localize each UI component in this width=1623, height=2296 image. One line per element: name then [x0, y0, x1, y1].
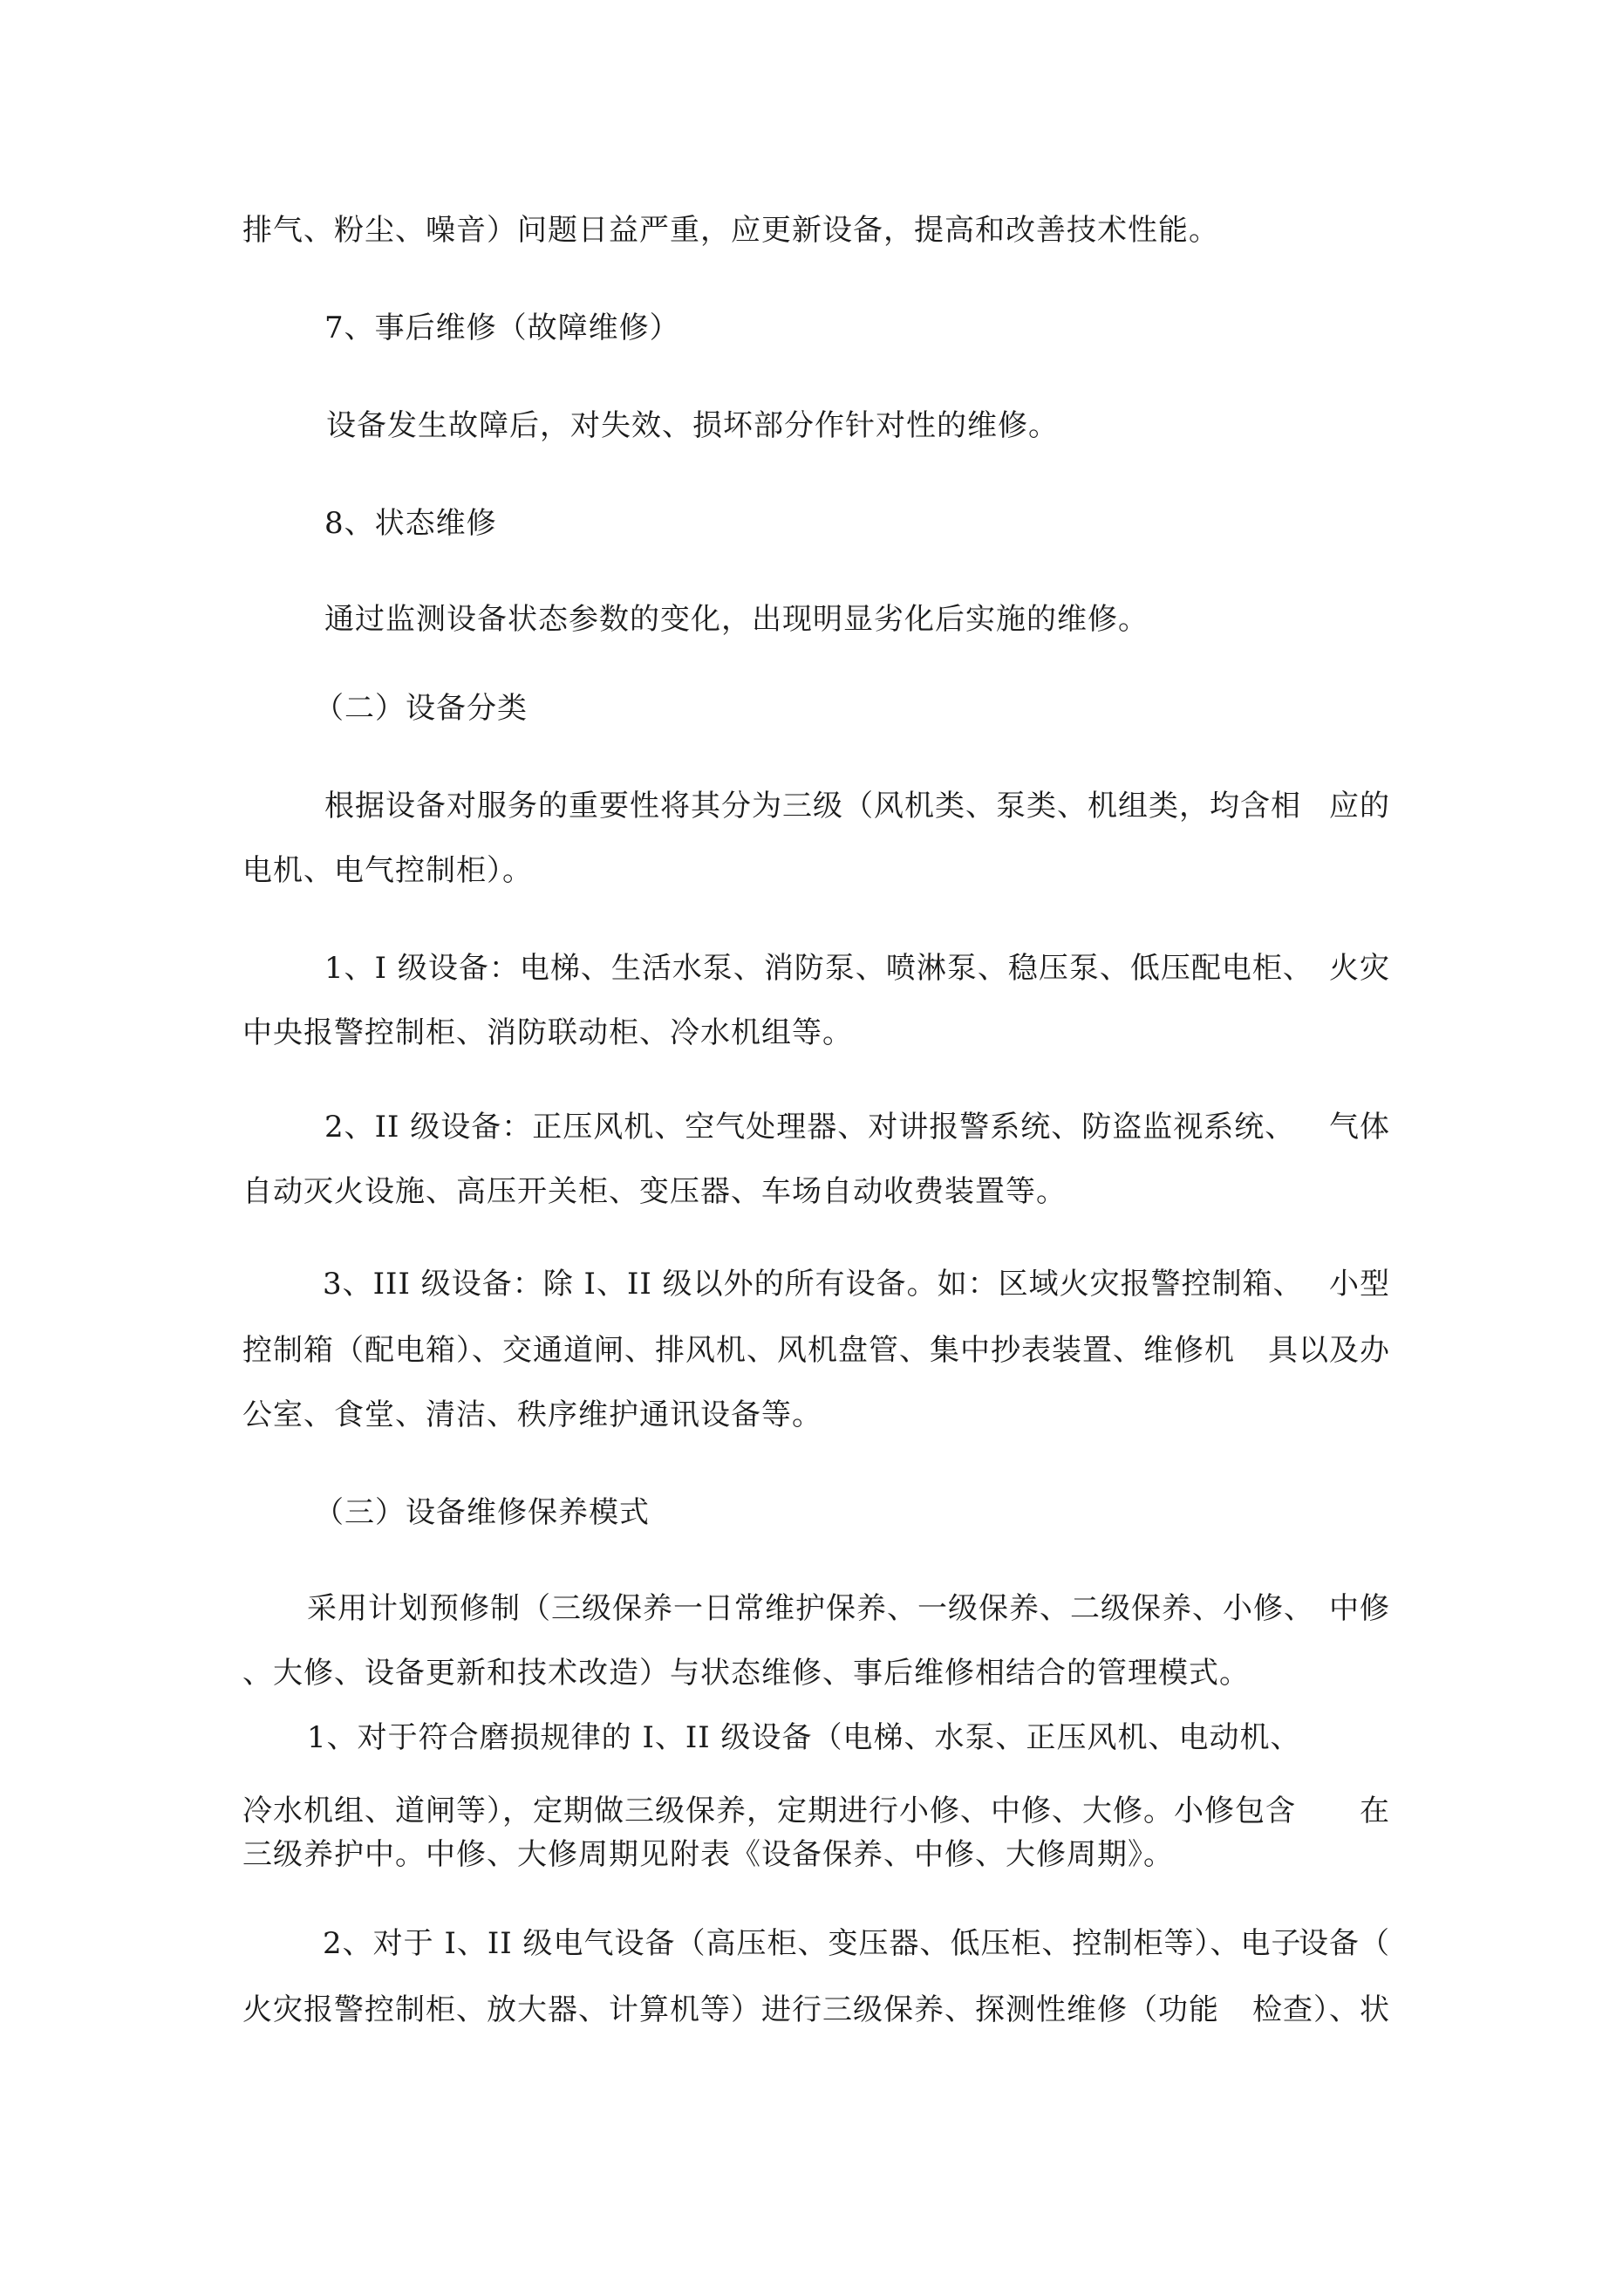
paragraph-line: 设备发生故障后，对失效、损坏部分作针对性的维修。 [326, 408, 1059, 443]
paragraph-line: 1、I 级设备：电梯、生活水泵、消防泵、喷淋泵、稳压泵、低压配电柜、 [324, 951, 1313, 986]
paragraph-line: 电机、电气控制柜）。 [242, 853, 533, 888]
paragraph-line-tail: 检查）、状 [1252, 1992, 1390, 2027]
paragraph-line: 自动灭火设施、高压开关柜、变压器、车场自动收费装置等。 [242, 1174, 1067, 1209]
section-heading: 8、状态维修 [324, 506, 497, 541]
paragraph-line: 3、III 级设备：除 I、II 级以外的所有设备。如：区域火灾报警控制箱、 [323, 1267, 1304, 1302]
paragraph-line: 中央报警控制柜、消防联动柜、冷水机组等。 [242, 1015, 853, 1050]
paragraph-line: 三级养护中。中修、大修周期见附表《设备保养、中修、大修周期》。 [242, 1837, 1174, 1872]
section-heading: 7、事后维修（故障维修） [324, 311, 680, 345]
paragraph-line-tail: 设备（ [1299, 1926, 1390, 1961]
paragraph-line: 公室、食堂、清洁、秩序维护通讯设备等。 [242, 1397, 822, 1432]
paragraph-line: 采用计划预修制（三级保养一日常维护保养、一级保养、二级保养、小修、 [307, 1591, 1314, 1626]
paragraph-line: 2、II 级设备：正压风机、空气处理器、对讲报警系统、防盗监视系统、 [324, 1110, 1296, 1145]
section-heading: （二）设备分类 [314, 691, 528, 726]
section-heading: （三）设备维修保养模式 [314, 1495, 650, 1530]
paragraph-line: 排气、粉尘、噪音）问题日益严重，应更新设备，提高和改善技术性能。 [242, 213, 1219, 248]
paragraph-line-tail: 小型 [1329, 1267, 1390, 1302]
paragraph-line-tail: 在 [1360, 1794, 1390, 1828]
paragraph-line-tail: 应的 [1329, 789, 1390, 823]
paragraph-line-tail: 中修 [1329, 1591, 1390, 1626]
paragraph-line: 火灾报警控制柜、放大器、计算机等）进行三级保养、探测性维修（功能 [242, 1992, 1219, 2027]
paragraph-line: 1、对于符合磨损规律的 I、II 级设备（电梯、水泵、正压风机、电动机、 [307, 1720, 1301, 1755]
paragraph-line-tail: 火灾 [1329, 951, 1390, 986]
paragraph-line: 、大修、设备更新和技术改造）与状态维修、事后维修相结合的管理模式。 [242, 1656, 1250, 1691]
paragraph-line: 2、对于 I、II 级电气设备（高压柜、变压器、低压柜、控制柜等）、电子 [323, 1926, 1302, 1961]
paragraph-line: 通过监测设备状态参数的变化，出现明显劣化后实施的维修。 [324, 602, 1149, 637]
paragraph-line: 根据设备对服务的重要性将其分为三级（风机类、泵类、机组类，均含相 [324, 789, 1301, 823]
paragraph-line: 冷水机组、道闸等），定期做三级保养，定期进行小修、中修、大修。小修包含 [242, 1794, 1296, 1828]
paragraph-line-tail: 气体 [1329, 1110, 1390, 1145]
paragraph-line: 控制箱（配电箱）、交通道闸、排风机、风机盘管、集中抄表装置、维修机 [242, 1333, 1235, 1368]
paragraph-line-tail: 具以及办 [1268, 1333, 1390, 1368]
